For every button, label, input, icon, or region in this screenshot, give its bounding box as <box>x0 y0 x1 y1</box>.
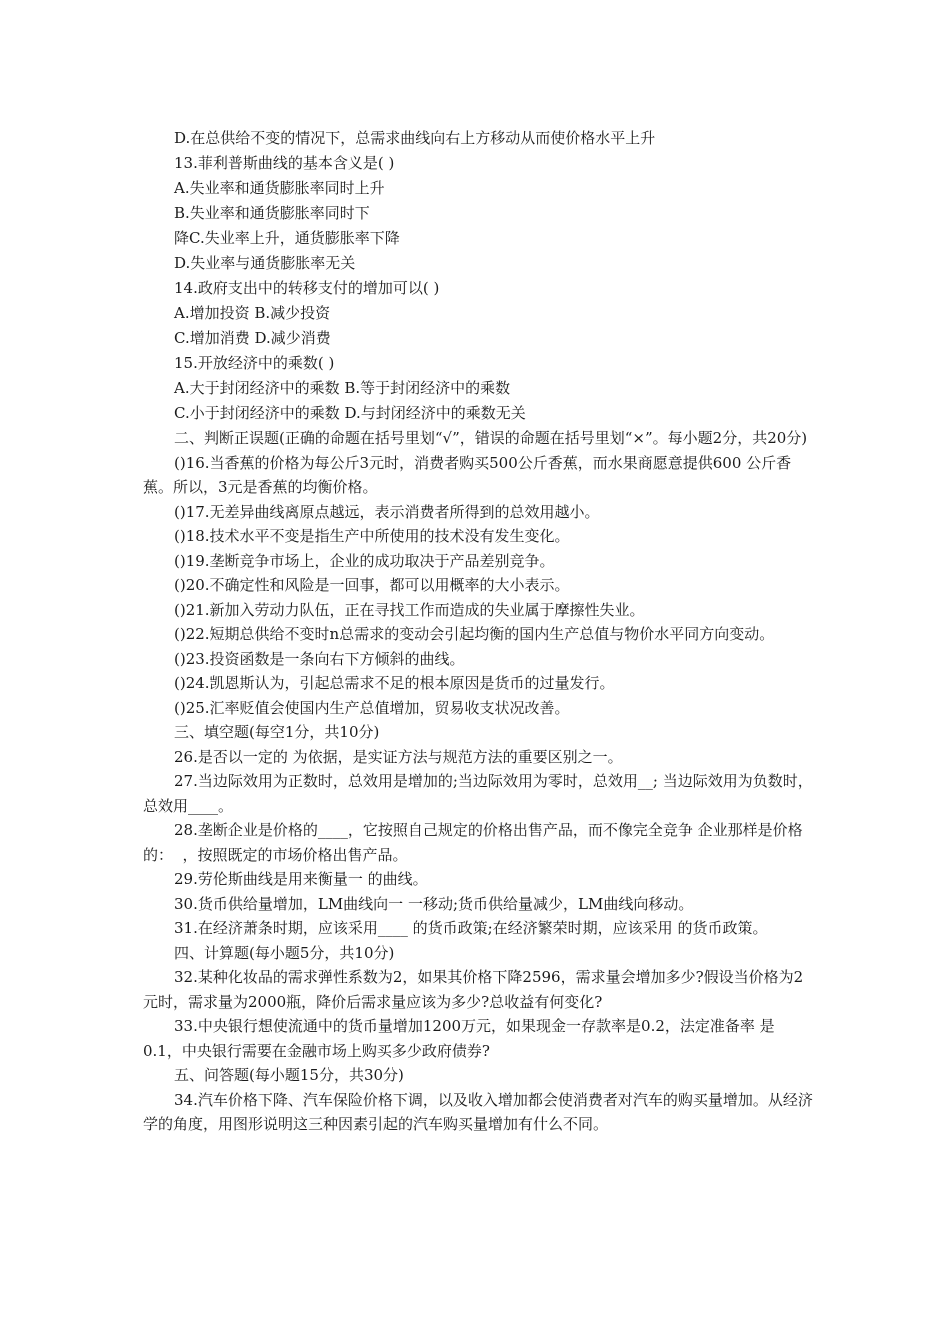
question-26: 26.是否以一定的 为依据，是实证方法与规范方法的重要区别之一。 <box>174 747 623 766</box>
question-30: 30.货币供给量增加，LM曲线向一 一移动;货币供给量减少，LM曲线向移动。 <box>174 894 694 913</box>
question-20: ()20.不确定性和风险是一回事，都可以用概率的大小表示。 <box>174 576 570 594</box>
question-32: 32.某种化妆品的需求弹性系数为2，如果其价格下降2596，需求量会增加多少?假设当价格为2元时，需求量为2000瓶，降价后需求量应该为多少?总收益有何变化? <box>143 968 804 1011</box>
question-31: 31.在经济萧条时期，应该采用____ 的货币政策;在经济繁荣时期，应该采用 的货币政策。 <box>174 919 768 937</box>
option-13a: A.失业率和通货膨胀率同时上升 <box>174 179 385 197</box>
section-heading-4: 四、计算题(每小题5分，共10分) <box>174 943 395 962</box>
question-13: 13.菲利普斯曲线的基本含义是( ) <box>174 154 395 172</box>
question-28: 28.垄断企业是价格的____，它按照自己规定的价格出售产品，而不像完全竞争 企业那样是价格的： ，按照既定的市场价格出售产品。 <box>143 821 803 864</box>
section-heading-5: 五、问答题(每小题15分，共30分) <box>174 1066 404 1084</box>
question-33: 33.中央银行想使流通中的货币量增加1200万元，如果现金一存款率是0.2，法定准备率 是0.1，中央银行需要在金融市场上购买多少政府债券? <box>143 1017 775 1060</box>
option-13b: B.失业率和通货膨胀率同时下 <box>174 204 370 222</box>
question-27: 27.当边际效用为正数时，总效用是增加的;当边际效用为零时，总效用__; 当边际效用为负数时，总效用____。 <box>143 772 813 815</box>
question-15: 15.开放经济中的乘数( ) <box>174 354 335 372</box>
question-14: 14.政府支出中的转移支付的增加可以( ) <box>174 279 440 297</box>
options-15ab: A.大于封闭经济中的乘数 B.等于封闭经济中的乘数 <box>174 379 511 397</box>
section-heading-2: 二、判断正误题(正确的命题在括号里划“√”，错误的命题在括号里划“×”。每小题2分，共20分) <box>174 429 808 447</box>
question-25: ()25.汇率贬值会使国内生产总值增加，贸易收支状况改善。 <box>174 698 570 717</box>
question-24: ()24.凯恩斯认为，引起总需求不足的根本原因是货币的过量发行。 <box>174 674 615 692</box>
section-heading-3: 三、填空题(每空1分，共10分) <box>174 723 380 741</box>
question-23: ()23.投资函数是一条向右下方倾斜的曲线。 <box>174 649 465 668</box>
question-21: ()21.新加入劳动力队伍，正在寻找工作而造成的失业属于摩擦性失业。 <box>174 600 645 619</box>
option-13d: D.失业率与通货膨胀率无关 <box>174 254 356 272</box>
question-29: 29.劳伦斯曲线是用来衡量一 的曲线。 <box>174 870 428 888</box>
question-19: ()19.垄断竞争市场上，企业的成功取决于产品差别竞争。 <box>174 551 555 570</box>
question-34: 34.汽车价格下降、汽车保险价格下调，以及收入增加都会使消费者对汽车的购买量增加。从经济学的角度，用图形说明这三种因素引起的汽车购买量增加有什么不同。 <box>143 1090 813 1133</box>
options-14ab: A.增加投资 B.减少投资 <box>174 304 331 322</box>
options-14cd: C.增加消费 D.减少消费 <box>174 329 331 347</box>
options-15cd: C.小于封闭经济中的乘数 D.与封闭经济中的乘数无关 <box>174 404 526 422</box>
question-17: ()17.无差异曲线离原点越远，表示消费者所得到的总效用越小。 <box>174 502 600 521</box>
option-12d: D.在总供给不变的情况下，总需求曲线向右上方移动从而使价格水平上升 <box>174 129 656 147</box>
question-16: ()16.当香蕉的价格为每公斤3元时，消费者购买500公斤香蕉，而水果商愿意提供600 公斤香蕉。所以，3元是香蕉的均衡价格。 <box>143 453 792 496</box>
option-13c: 降C.失业率上升，通货膨胀率下降 <box>174 229 400 247</box>
document-body <box>143 126 813 1137</box>
question-22: ()22.短期总供给不变时n总需求的变动会引起均衡的国内生产总值与物价水平同方向变动。 <box>174 625 775 643</box>
question-18: ()18.技术水平不变是指生产中所使用的技术没有发生变化。 <box>174 527 570 545</box>
